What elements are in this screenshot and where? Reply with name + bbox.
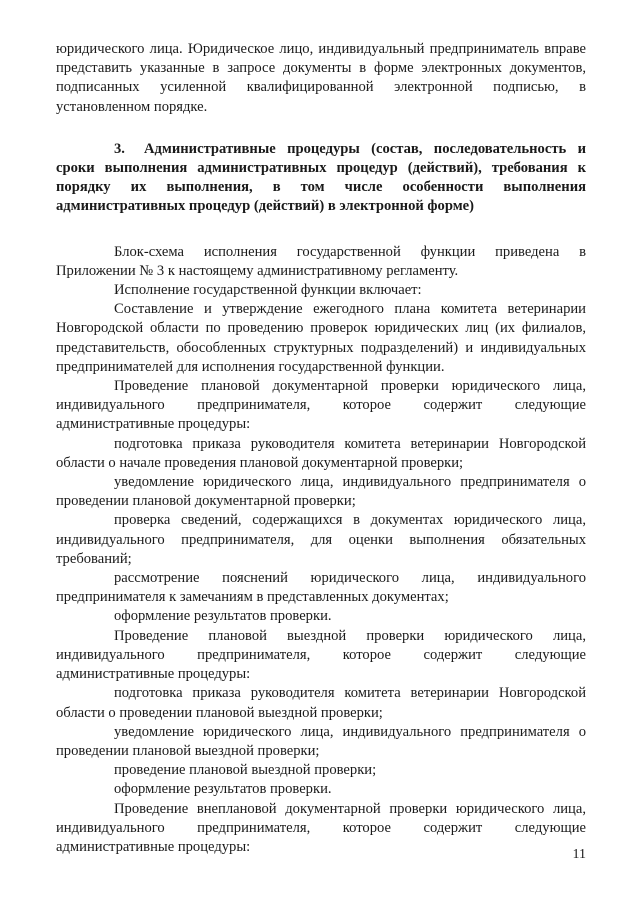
section-number: 3. (114, 140, 125, 157)
paragraph-planned-documentary: Проведение плановой документарной проверки юридического лица, индивидуального предпринимателя, которое содержит следующие административные процедуры: (56, 378, 586, 433)
paragraph-planned-onsite: Проведение плановой выездной проверки юридического лица, индивидуального предпринимателя, которое содержит следующие административные процедуры: (56, 627, 586, 683)
paragraph-annual-plan: Составление и утверждение ежегодного плана комитета ветеринарии Новгородской области по проведению проверок юридических лиц (их филиалов, представительств, обособленных структурных подразделений) и индивидуальных предпринимателей для исполнения государственной функции. (56, 301, 586, 375)
list-item: рассмотрение пояснений юридического лица, индивидуального предпринимателя к замечаниям в представленных документах; (56, 570, 586, 606)
intro-paragraph: юридического лица. Юридическое лицо, индивидуальный предприниматель вправе представить указанные в запросе документы в форме электронных документов, подписанных усиленной квалифицированной электронной подписью, в установленном порядке. (56, 41, 586, 115)
list-item: подготовка приказа руководителя комитета ветеринарии Новгородской области о проведении плановой выездной проверки; (56, 685, 586, 721)
list-item: уведомление юридического лица, индивидуального предпринимателя о проведении плановой выездной проверки; (56, 723, 586, 759)
list-item: подготовка приказа руководителя комитета ветеринарии Новгородской области о начале проведения плановой документарной проверки; (56, 435, 586, 471)
paragraph-includes: Исполнение государственной функции включает: (114, 282, 422, 299)
list-item: оформление результатов проверки. (114, 608, 332, 625)
section-heading (56, 140, 586, 217)
list-item: уведомление юридического лица, индивидуального предпринимателя о проведении плановой документарной проверки; (56, 474, 586, 510)
list-item: оформление результатов проверки. (114, 781, 332, 798)
page-number: 11 (572, 847, 586, 862)
page-content (56, 40, 586, 857)
list-item: проведение плановой выездной проверки; (114, 762, 377, 779)
paragraph-flowchart: Блок-схема исполнения государственной функции приведена в Приложении № 3 к настоящему административному регламенту. (56, 243, 586, 279)
paragraph-unscheduled-documentary: Проведение внеплановой документарной проверки юридического лица, индивидуального предпринимателя, которое содержит следующие административные процедуры: (56, 800, 586, 855)
list-item: проверка сведений, содержащихся в документах юридического лица, индивидуального предпринимателя, для оценки выполнения обязательных требований; (56, 512, 586, 567)
section-title: Административные процедуры (состав, последовательность и сроки выполнения административных процедур (действий), требования к порядку их выполнения, в том числе особенности выполнения административных процедур (действий) в электронной форме) (56, 140, 586, 215)
